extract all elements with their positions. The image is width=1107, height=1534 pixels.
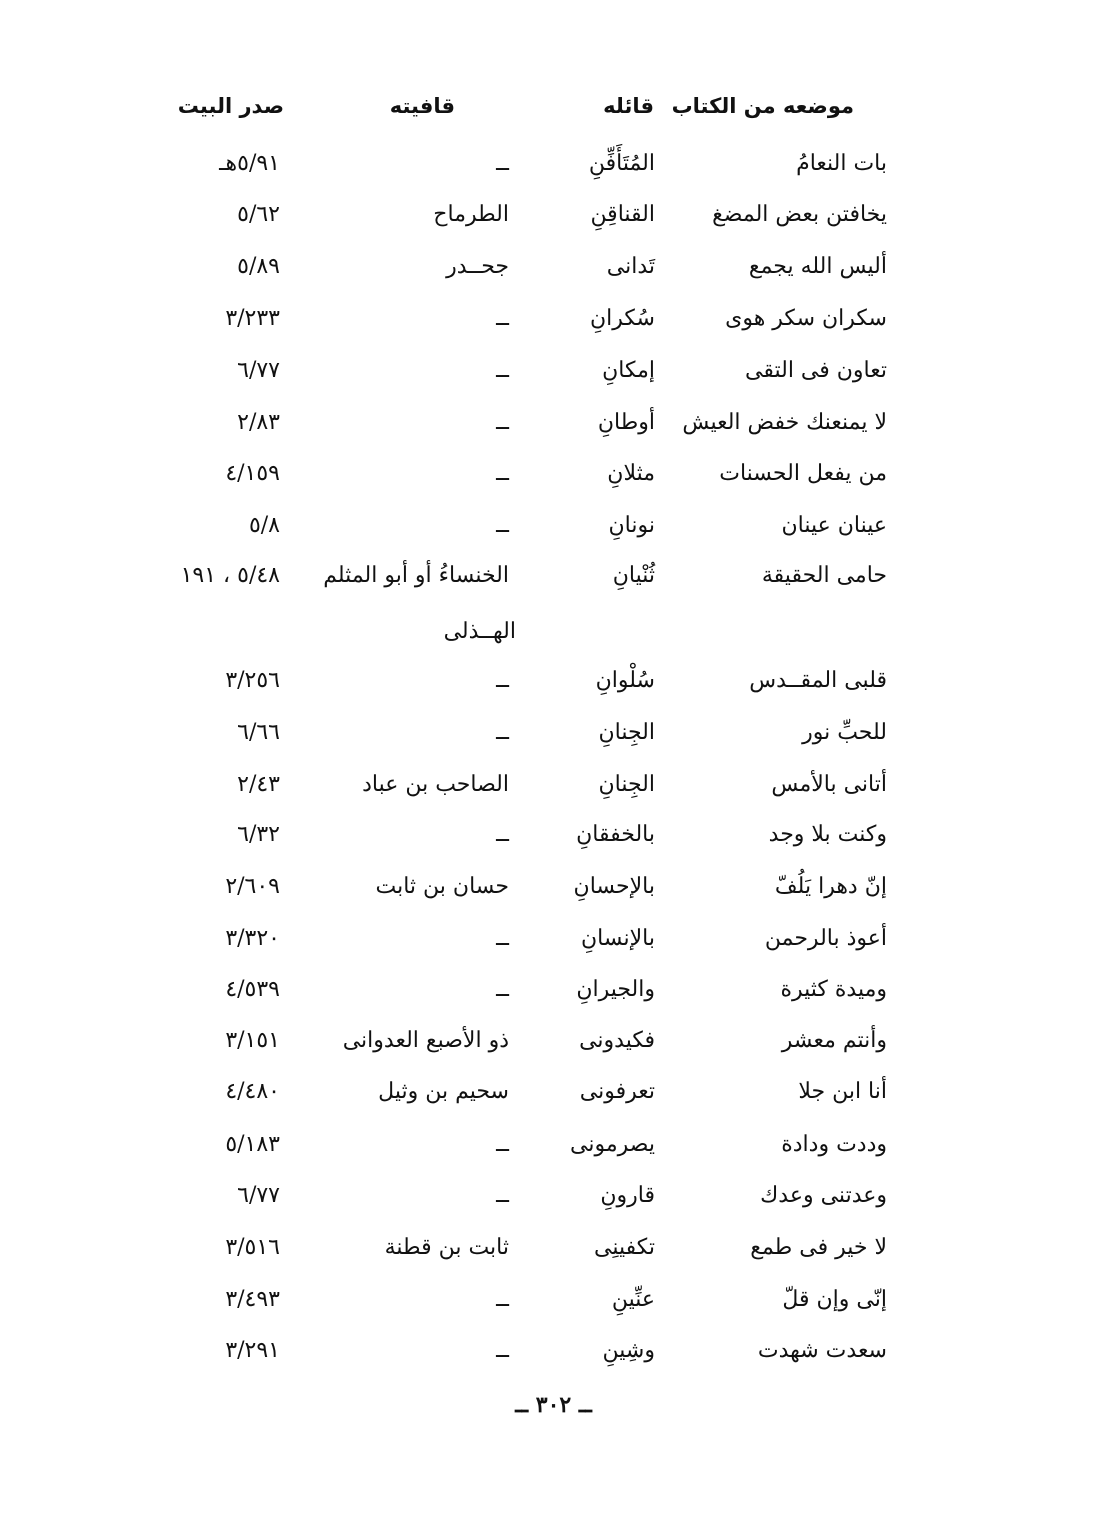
table-row: [0, 197, 1107, 233]
verse-rhyme: نونانِ: [608, 513, 655, 538]
verse-opening: أليس الله يجمع: [748, 254, 887, 279]
verse-location: ٤/٥٣٩: [225, 977, 280, 1002]
verse-location: ٥/١٨٣: [225, 1132, 280, 1157]
verse-poet: ــ: [496, 926, 509, 951]
table-row: [0, 817, 1107, 853]
table-row: [0, 456, 1107, 492]
verse-location: ٦/٦٦: [237, 720, 280, 745]
table-row: [0, 1333, 1107, 1369]
verse-opening: سعدت شهدت: [757, 1338, 887, 1363]
verse-poet: ــ: [496, 720, 509, 745]
verse-poet: الطرماح: [433, 202, 509, 227]
verse-location: ٥/٨٩: [237, 254, 280, 279]
verse-opening: لا يمنعنك خفض العيش: [682, 410, 887, 435]
verse-location: ٣/٥١٦: [225, 1235, 280, 1260]
verse-opening: قلبى المقــدس: [749, 668, 887, 693]
verse-opening: وميدة كثيرة: [780, 977, 887, 1002]
verse-poet: ــ: [496, 410, 509, 435]
verse-rhyme: المُتَأَفِّنِ: [588, 151, 655, 176]
verse-opening: إنّ دهرا يَلُفّ: [774, 874, 887, 899]
verse-location: ٥/٨: [248, 513, 280, 538]
verse-rhyme: والجيرانِ: [576, 977, 655, 1002]
verse-location: ٣/٤٩٣: [225, 1287, 280, 1312]
verse-opening: أنا ابن جلا: [798, 1079, 887, 1104]
verse-poet: جحــدر: [446, 254, 509, 279]
verse-rhyme: عنِّينِ: [611, 1287, 655, 1312]
table-row: [0, 715, 1107, 751]
poet-name-continuation: الهــذلى: [443, 619, 516, 644]
verse-location: ٥/٤٨ ، ١٩١: [180, 563, 280, 588]
verse-opening: وأنتم معشر: [781, 1028, 887, 1053]
header-qail: قائله: [603, 94, 654, 118]
verse-location: ٤/١٥٩: [225, 461, 280, 486]
verse-poet: سحيم بن وثيل: [378, 1079, 509, 1104]
verse-opening: من يفعل الحسنات: [719, 461, 887, 486]
verse-location: ٥/٩١هـ: [219, 151, 280, 176]
verse-opening: يخافتن بعض المضغ: [712, 202, 887, 227]
verse-poet: ــ: [496, 461, 509, 486]
verse-poet: ــ: [496, 977, 509, 1002]
verse-opening: تعاون فى التقى: [745, 358, 887, 383]
verse-rhyme: تَدانى: [606, 254, 655, 279]
verse-rhyme: مثلانِ: [607, 461, 655, 486]
verse-poet: ــ: [496, 306, 509, 331]
verse-location: ٦/٧٧: [237, 1183, 280, 1208]
verse-rhyme: بالإنسانِ: [581, 926, 655, 951]
verse-location: ٢/٨٣: [237, 410, 280, 435]
table-row: [0, 508, 1107, 544]
table-row: [0, 301, 1107, 337]
verse-opening: حامى الحقيقة: [761, 563, 887, 588]
verse-rhyme: أوطانِ: [597, 410, 655, 435]
table-row: [0, 1282, 1107, 1318]
header-sadr: صدر البيت: [177, 94, 284, 118]
table-row: [0, 1023, 1107, 1059]
verse-rhyme: بالخفقانِ: [576, 822, 655, 847]
table-row: [0, 921, 1107, 957]
verse-opening: أعوذ بالرحمن: [764, 926, 887, 951]
verse-poet: ذو الأصبع العدوانى: [342, 1028, 509, 1053]
verse-location: ٣/١٥١: [225, 1028, 280, 1053]
verse-rhyme: سُكرانِ: [590, 306, 655, 331]
table-row: [0, 663, 1107, 699]
table-row: [0, 869, 1107, 905]
verse-poet: ــ: [496, 358, 509, 383]
verse-location: ٢/٤٣: [237, 772, 280, 797]
verse-poet: ــ: [496, 822, 509, 847]
verse-rhyme: تكفينِى: [593, 1235, 655, 1260]
verse-rhyme: فكيدونى: [579, 1028, 655, 1053]
table-row: [0, 972, 1107, 1008]
verse-rhyme: سُلْوانِ: [595, 668, 655, 693]
verse-opening: إنّى وإن قلّ: [782, 1287, 887, 1312]
verse-poet: ــ: [496, 1183, 509, 1208]
verse-poet: ثابت بن قطنة: [384, 1235, 509, 1260]
verse-poet: ــ: [496, 1287, 509, 1312]
verse-opening: وددت ودادة: [781, 1132, 887, 1157]
header-qafiya: قافيته: [389, 94, 455, 118]
verse-location: ٤/٤٨٠: [225, 1079, 280, 1104]
verse-rhyme: ثُنْيانِ: [612, 563, 655, 588]
verse-opening: بات النعامُ: [796, 151, 887, 176]
verse-rhyme: قارونِ: [600, 1183, 655, 1208]
table-row: [0, 249, 1107, 285]
table-row: [0, 146, 1107, 182]
verse-location: ٣/٢٣٣: [225, 306, 280, 331]
verse-rhyme: يصرمونى: [570, 1132, 655, 1157]
verse-rhyme: تعرفونى: [579, 1079, 655, 1104]
verse-location: ٥/٦٢: [237, 202, 280, 227]
page-number: ــ ٣٠٢ ــ: [515, 1392, 592, 1418]
table-row: [0, 767, 1107, 803]
verse-location: ٢/٦٠٩: [225, 874, 280, 899]
table-row: [0, 1178, 1107, 1214]
table-row: [0, 1127, 1107, 1163]
verse-poet: ــ: [496, 668, 509, 693]
table-row: [0, 405, 1107, 441]
verse-rhyme: وشِينِ: [602, 1338, 655, 1363]
verse-opening: عينان عينان: [781, 513, 887, 538]
table-row: [0, 1074, 1107, 1110]
verse-rhyme: القناقِنِ: [590, 202, 655, 227]
verse-location: ٦/٣٢: [237, 822, 280, 847]
verse-poet: ــ: [496, 151, 509, 176]
verse-poet: الخنساءُ أو أبو المثلم: [323, 563, 509, 588]
verse-rhyme: الجِنانِ: [598, 772, 655, 797]
header-mawdi: موضعه من الكتاب: [671, 94, 854, 118]
verse-opening: أتانى بالأمس: [771, 772, 887, 797]
verse-poet: حسان بن ثابت: [375, 874, 509, 899]
verse-opening: وكنت بلا وجد: [768, 822, 887, 847]
verse-location: ٣/٣٢٠: [225, 926, 280, 951]
verse-opening: وعدتنى وعدك: [760, 1183, 887, 1208]
verse-location: ٣/٢٥٦: [225, 668, 280, 693]
verse-opening: لا خير فى طمع: [750, 1235, 887, 1260]
verse-poet: الصاحب بن عباد: [362, 772, 509, 797]
verse-poet: ــ: [496, 1338, 509, 1363]
verse-rhyme: الجِنانِ: [598, 720, 655, 745]
verse-rhyme: بالإحسانِ: [573, 874, 655, 899]
verse-poet: ــ: [496, 1132, 509, 1157]
verse-opening: سكران سكر هوى: [725, 306, 887, 331]
verse-rhyme: إمكانِ: [602, 358, 655, 383]
table-row: [0, 1230, 1107, 1266]
verse-poet: ــ: [496, 513, 509, 538]
table-row: [0, 353, 1107, 389]
verse-location: ٣/٢٩١: [225, 1338, 280, 1363]
verse-location: ٦/٧٧: [237, 358, 280, 383]
verse-opening: للحبِّ نور: [802, 720, 887, 745]
table-row: [0, 558, 1107, 594]
